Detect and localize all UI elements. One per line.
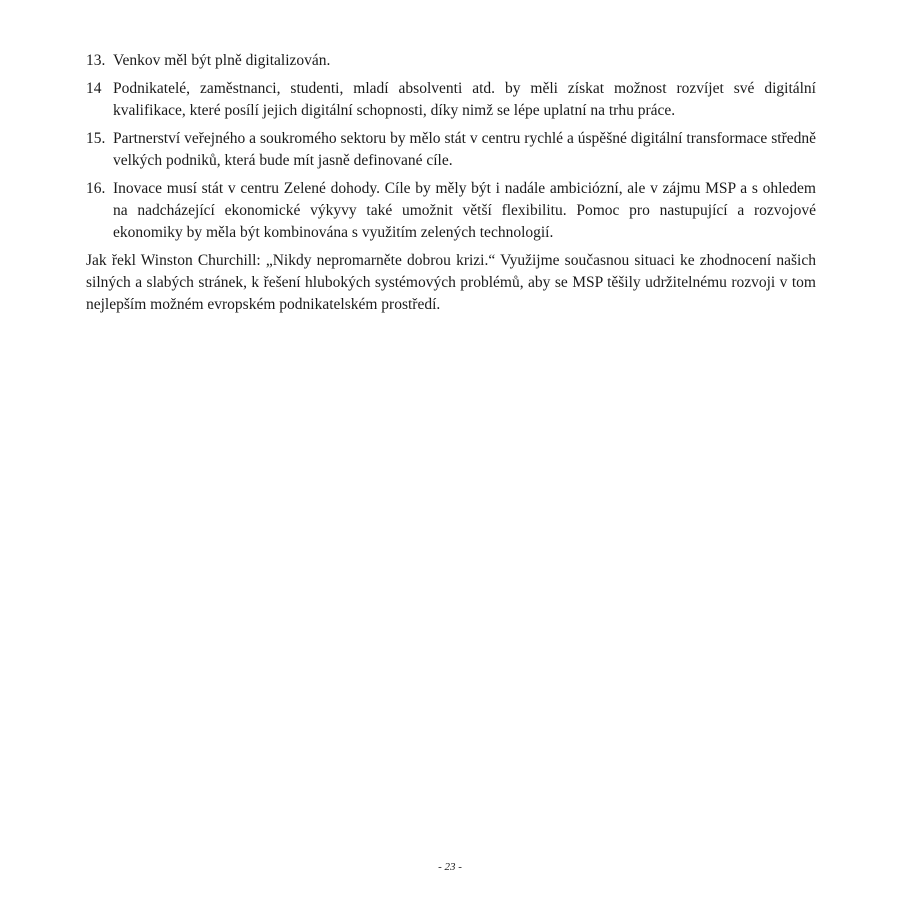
- page-number: - 23 -: [438, 861, 462, 873]
- closing-paragraph: Jak řekl Winston Churchill: „Nikdy nepromarněte dobrou krizi.“ Využijme současnou situaci ke zhodnocení našich silných a slabých stránek, k řešení hlubokých systémových problémů, aby se MSP těšily udržitelnému rozvoji v tom nejlepším možném evropském podnikatelském prostředí.: [86, 252, 816, 313]
- list-item-number: 14: [86, 80, 102, 97]
- list-item-text: Venkov měl být plně digitalizován.: [113, 52, 331, 69]
- list-item-13: [86, 50, 816, 72]
- list-item-text: Podnikatelé, zaměstnanci, studenti, mladí absolventi atd. by měli získat možnost rozvíjet své digitální kvalifikace, které posílí jejich digitální schopnosti, díky nimž se lépe uplatní na trhu práce.: [113, 80, 816, 119]
- document-body: [86, 50, 816, 316]
- list-item-15: [86, 128, 816, 172]
- list-item-number: 13.: [86, 52, 106, 69]
- list-item-text: Inovace musí stát v centru Zelené dohody. Cíle by měly být i nadále ambiciózní, ale v zájmu MSP a s ohledem na nadcházející ekonomické výkyvy také umožnit větší flexibilitu. Pomoc pro nastupující a rozvojové ekonomiky by měla být kombinována s využitím zelených technologií.: [113, 180, 816, 241]
- list-item-number: 15.: [86, 130, 106, 147]
- list-item-14: [86, 78, 816, 122]
- list-item-text: Partnerství veřejného a soukromého sektoru by mělo stát v centru rychlé a úspěšné digitální transformace středně velkých podniků, která bude mít jasně definované cíle.: [113, 130, 816, 169]
- list-item-16: [86, 178, 816, 244]
- list-item-number: 16.: [86, 180, 106, 197]
